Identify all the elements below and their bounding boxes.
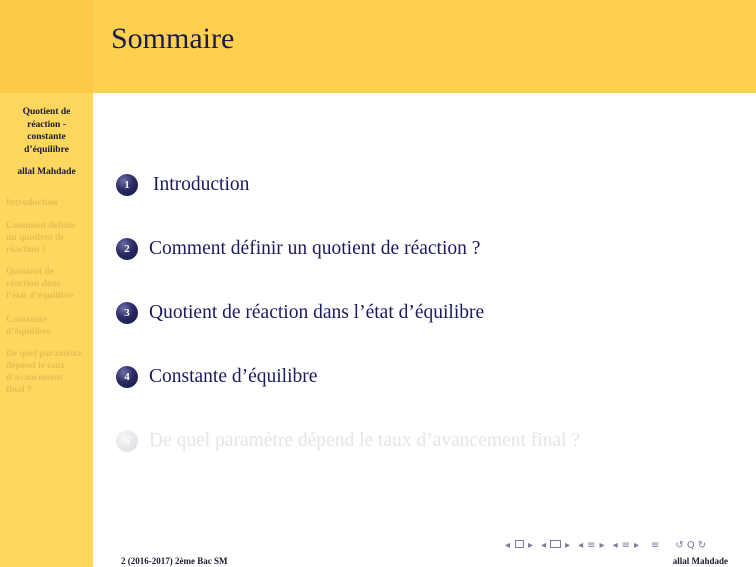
nav-document-icon[interactable]: ≡ — [651, 539, 660, 551]
nav-next-section-icon[interactable]: ▸ — [634, 539, 640, 551]
sidebar-nav-line: Comment définir — [6, 221, 76, 231]
sidebar-nav-line: un quotient de — [6, 233, 65, 243]
sidebar-header-block — [0, 0, 93, 93]
nav-frame-box-icon[interactable] — [550, 540, 561, 551]
sidebar-nav-quotient-equilibrium[interactable] — [6, 266, 91, 302]
toc-item-text: De quel paramètre dépend le taux d’avancement final ? — [149, 430, 580, 451]
footer-author: allal Mahdade — [672, 556, 728, 566]
toc-number-ball: 2 — [116, 238, 138, 260]
nav-next-slide-icon[interactable]: ▸ — [528, 539, 534, 551]
sidebar-title-line: Quotient de — [22, 107, 71, 117]
sidebar-title-line: d’équilibre — [24, 144, 69, 155]
toc-number-ball: 1 — [116, 174, 138, 196]
toc-number-ball: 5 — [116, 430, 138, 452]
sidebar-author: allal Mahdade — [17, 167, 76, 177]
sidebar-nav-line: dépend le taux — [6, 361, 66, 371]
sidebar-nav-line: réaction ? — [6, 245, 47, 255]
toc-item-4[interactable] — [116, 364, 317, 390]
sidebar-title-line: constante — [27, 132, 66, 142]
nav-slide-box-icon[interactable] — [515, 540, 524, 551]
sidebar-nav-line: d’équilibre — [6, 327, 51, 337]
sidebar-nav-parameter[interactable] — [6, 348, 91, 396]
toc-item-2[interactable] — [116, 236, 480, 262]
nav-prev-slide-icon[interactable]: ◂ — [505, 539, 511, 551]
sidebar-presentation-title — [0, 106, 93, 156]
nav-prev-subsection-icon[interactable]: ◂ — [578, 539, 584, 551]
frame-header — [93, 0, 756, 93]
toc-item-text: Introduction — [153, 174, 250, 195]
sidebar-nav-quotient-definition[interactable] — [6, 220, 91, 256]
nav-prev-frame-icon[interactable]: ◂ — [541, 539, 547, 551]
sidebar-nav-line: d’avancement — [6, 373, 63, 383]
sidebar-title-line: réaction - — [27, 119, 66, 130]
frame-title: Sommaire — [111, 22, 235, 55]
sidebar-nav-line: Constante — [6, 315, 48, 325]
sidebar-nav-line: l’état d’équilibre — [6, 291, 75, 301]
toc-item-3[interactable] — [116, 300, 484, 326]
nav-subsection-icon[interactable]: ≡ — [587, 539, 596, 551]
toc-item-1[interactable] — [116, 172, 249, 198]
beamer-navigation-bar — [505, 538, 706, 552]
nav-next-subsection-icon[interactable]: ▸ — [599, 539, 605, 551]
sidebar-nav-line: final ? — [6, 385, 32, 395]
toc-item-text: Constante d’équilibre — [149, 366, 318, 387]
nav-search-icon[interactable]: Q — [686, 539, 695, 551]
sidebar-nav-line: réaction dans — [6, 279, 61, 289]
nav-back-icon[interactable]: ↺ — [675, 539, 684, 551]
footer-left-text: 2 (2016-2017) 2ème Bac SM — [121, 556, 228, 566]
toc-item-text: Comment définir un quotient de réaction ? — [149, 238, 481, 259]
toc-item-5[interactable] — [116, 428, 580, 454]
sidebar-nav-line: Quotient de — [6, 267, 54, 277]
toc-number-ball: 4 — [116, 366, 138, 388]
nav-section-icon[interactable]: ≡ — [621, 539, 630, 551]
sidebar-nav-line: Introduction — [6, 198, 58, 208]
sidebar-nav-line: De quel paramètre — [6, 349, 82, 359]
sidebar-nav-equilibrium-constant[interactable] — [6, 314, 91, 338]
toc-number-ball: 3 — [116, 302, 138, 324]
toc-item-text: Quotient de réaction dans l’état d’équilibre — [149, 302, 485, 323]
nav-prev-section-icon[interactable]: ◂ — [612, 539, 618, 551]
nav-next-frame-icon[interactable]: ▸ — [565, 539, 571, 551]
nav-forward-icon[interactable]: ↻ — [697, 539, 707, 551]
sidebar-nav-introduction[interactable] — [6, 197, 91, 209]
